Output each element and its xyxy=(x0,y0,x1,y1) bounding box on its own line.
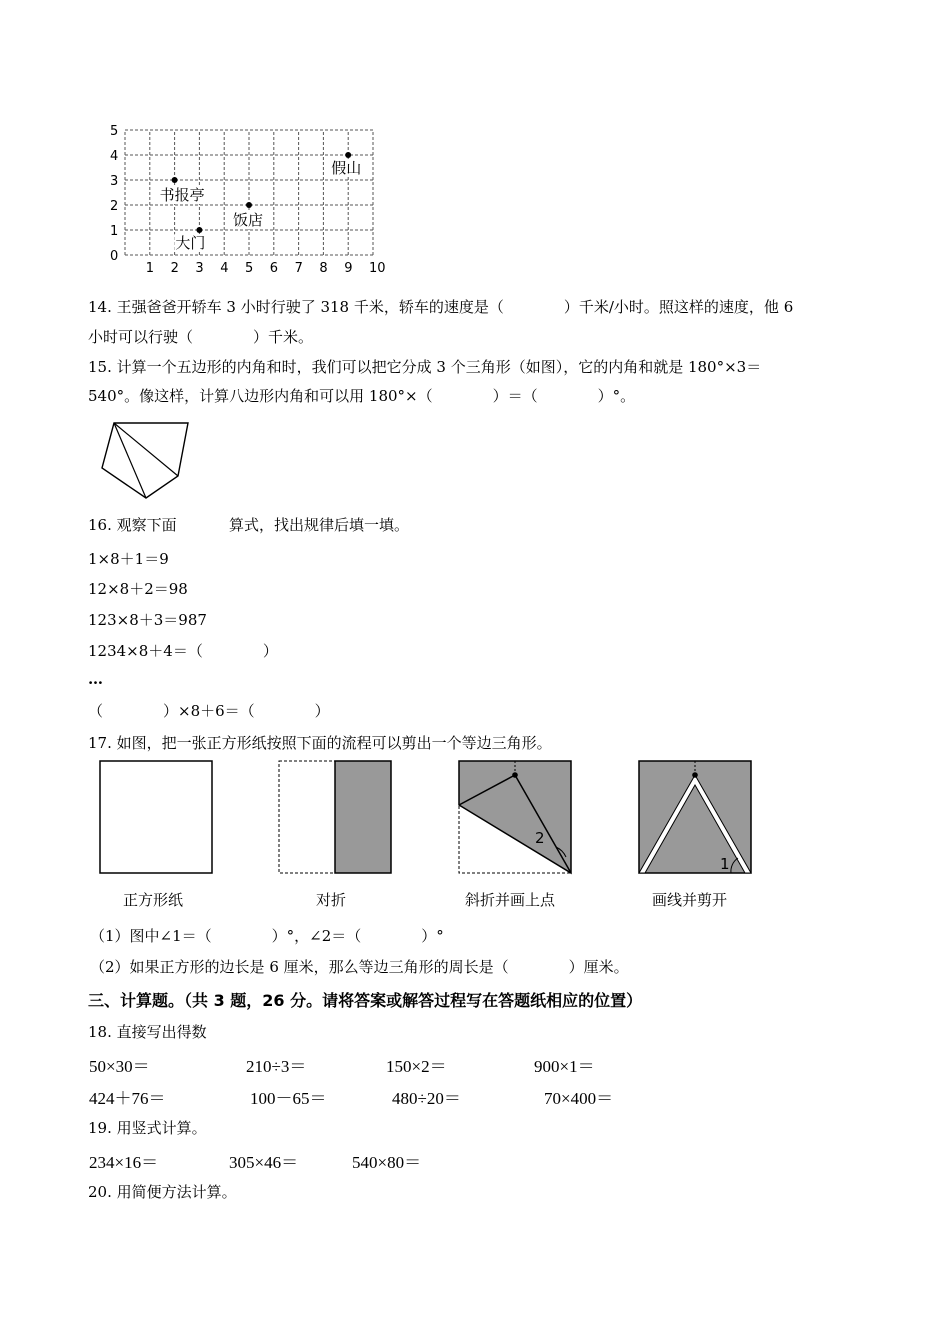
angle-2-label: 2 xyxy=(535,829,545,847)
q15-line1: 15. 计算一个五边形的内角和时，我们可以把它分成 3 个三角形（如图），它的内角和就是 180°×3＝ xyxy=(88,358,762,376)
q16-title-b: 算式，找出规律后填一填。 xyxy=(229,516,410,534)
grid-figure xyxy=(100,118,390,278)
apex-point xyxy=(692,772,698,778)
q20-title: 20. 用简便方法计算。 xyxy=(88,1183,237,1201)
x-tick-label: 2 xyxy=(170,261,179,276)
q19-item: 234×16＝ xyxy=(89,1153,159,1172)
x-tick-label: 8 xyxy=(319,261,328,276)
y-tick-label: 5 xyxy=(110,124,119,139)
q15-line2: 540°。像这样，计算八边形内角和可以用 180°×（ ）＝（ ）°。 xyxy=(88,387,636,405)
section3-heading: 三、计算题。（共 3 题，26 分。请将答案或解答过程写在答题纸相应的位置） xyxy=(88,991,643,1010)
square-paper xyxy=(100,761,212,873)
angle-1-label: 1 xyxy=(720,855,730,873)
pentagon-figure xyxy=(98,420,194,502)
q18-item: 424＋76＝ xyxy=(89,1089,166,1108)
location-point xyxy=(246,202,252,208)
x-tick-label: 7 xyxy=(294,261,303,276)
x-tick-label: 10 xyxy=(369,261,386,276)
caption-fold-half: 对折 xyxy=(316,891,347,909)
q19-item: 305×46＝ xyxy=(229,1153,299,1172)
caption-cut: 画线并剪开 xyxy=(652,891,728,909)
diagonal-line xyxy=(114,423,178,476)
q17-sub1: （1）图中∠1＝（ ）°，∠2＝（ ）° xyxy=(90,927,444,945)
y-tick-label: 1 xyxy=(110,224,119,239)
q16-line: 1234×8＋4＝（ ） xyxy=(88,642,278,660)
q19-item: 540×80＝ xyxy=(352,1153,422,1172)
q18-item: 100－65＝ xyxy=(250,1089,327,1108)
marked-point xyxy=(512,772,518,778)
q18-item: 50×30＝ xyxy=(89,1057,150,1076)
q16-line: 1×8＋1＝9 xyxy=(88,550,169,568)
x-tick-label: 4 xyxy=(220,261,229,276)
x-tick-label: 5 xyxy=(245,261,254,276)
q18-item: 150×2＝ xyxy=(386,1057,447,1076)
x-tick-label: 6 xyxy=(269,261,279,276)
pentagon-shape xyxy=(102,423,188,498)
q16-title-a: 16. 观察下面 xyxy=(88,516,177,534)
q19-title: 19. 用竖式计算。 xyxy=(88,1119,207,1137)
q14-line2: 小时可以行驶（ ）千米。 xyxy=(88,328,314,346)
q17-sub2: （2）如果正方形的边长是 6 厘米，那么等边三角形的周长是（ ）厘米。 xyxy=(90,958,629,976)
q14-line1: 14. 王强爸爸开轿车 3 小时行驶了 318 千米，轿车的速度是（ ）千米/小时。照这样的速度，他 6 xyxy=(88,298,794,316)
y-tick-label: 0 xyxy=(110,249,119,264)
fold-sequence-figure xyxy=(90,755,770,885)
y-tick-label: 3 xyxy=(110,174,119,189)
location-label: 书报亭 xyxy=(159,186,205,204)
q16-line: 12×8＋2＝98 xyxy=(88,580,188,598)
x-tick-label: 1 xyxy=(145,261,155,276)
x-tick-label: 9 xyxy=(344,261,353,276)
q16-ellipsis: … xyxy=(88,670,103,688)
location-point xyxy=(196,227,202,233)
q18-item: 210÷3＝ xyxy=(246,1057,307,1076)
y-tick-label: 2 xyxy=(110,199,119,214)
q18-item: 480÷20＝ xyxy=(392,1089,461,1108)
q18-item: 70×400＝ xyxy=(544,1089,614,1108)
location-point xyxy=(172,177,178,183)
caption-diagonal-fold: 斜折并画上点 xyxy=(465,891,556,909)
q18-item: 900×1＝ xyxy=(534,1057,595,1076)
location-point xyxy=(345,152,351,158)
location-label: 大门 xyxy=(175,234,206,252)
location-label: 饭店 xyxy=(233,211,264,229)
q18-title: 18. 直接写出得数 xyxy=(88,1023,207,1041)
q16-line: 123×8＋3＝987 xyxy=(88,611,207,629)
y-tick-label: 4 xyxy=(110,149,119,164)
q16-line: （ ）×8＋6＝（ ） xyxy=(88,702,330,720)
x-tick-label: 3 xyxy=(195,261,204,276)
folded-half-shaded xyxy=(335,761,391,873)
caption-square-paper: 正方形纸 xyxy=(123,891,184,909)
q17-title: 17. 如图，把一张正方形纸按照下面的流程可以剪出一个等边三角形。 xyxy=(88,734,552,752)
folded-half-outline xyxy=(279,761,335,873)
location-label: 假山 xyxy=(331,159,362,177)
